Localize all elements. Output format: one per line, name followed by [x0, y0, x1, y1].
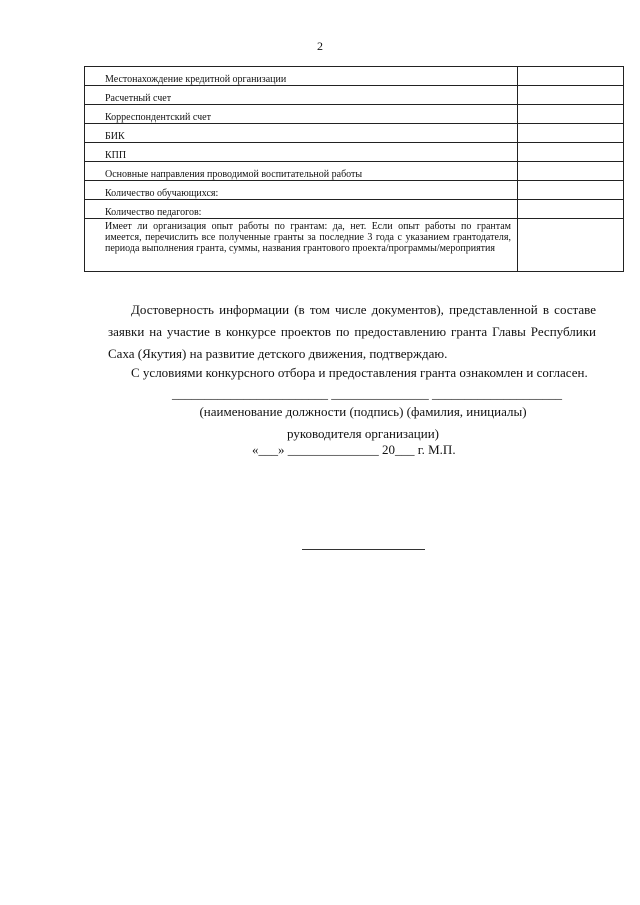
row-label: Количество обучающихся:: [85, 181, 518, 200]
signature-lines: ________________________ _______________ ____________________: [172, 386, 562, 401]
row-label: Количество педагогов:: [85, 200, 518, 219]
row-label: Основные направления проводимой воспитательной работы: [85, 162, 518, 181]
signature-caption: (наименование должности (подпись) (фамилия, инициалы): [199, 404, 527, 419]
table-row: [85, 105, 624, 124]
row-label: Расчетный счет: [85, 86, 518, 105]
row-label: Корреспондентский счет: [85, 105, 518, 124]
organization-info-table: [84, 66, 624, 272]
row-value-cell[interactable]: [518, 143, 624, 162]
table-row: [85, 124, 624, 143]
row-label: Местонахождение кредитной организации: [85, 67, 518, 86]
page-number: 2: [317, 39, 323, 53]
confirmation-paragraph: Достоверность информации (в том числе документов), представленной в составе заявки на участие в конкурсе проектов по предоставлению гранта Главы Республики Саха (Якутия) на развитие детского движения, подтверждаю.: [108, 302, 596, 361]
date-stamp-line: «___» ______________ 20___ г. М.П.: [252, 442, 456, 457]
row-label: Имеет ли организация опыт работы по грантам: да, нет. Если опыт работы по грантам имеется, перечислить все полученные гранты за последние 3 года с указанием грантодателя, периода выполнения гранта, суммы, названия грантового проекта/программы/мероприятия: [85, 219, 518, 272]
row-value-cell[interactable]: [518, 124, 624, 143]
signature-caption-continued: руководителя организации): [286, 426, 440, 441]
table-row: [85, 86, 624, 105]
row-value-cell[interactable]: [518, 105, 624, 124]
closing-rule: [302, 549, 425, 550]
row-value-cell[interactable]: [518, 200, 624, 219]
table-row: [85, 143, 624, 162]
table-row: [85, 219, 624, 272]
agreement-paragraph: С условиями конкурсного отбора и предоставления гранта ознакомлен и согласен.: [131, 365, 588, 380]
row-value-cell[interactable]: [518, 181, 624, 200]
row-value-cell[interactable]: [518, 162, 624, 181]
row-value-cell[interactable]: [518, 67, 624, 86]
row-label: БИК: [85, 124, 518, 143]
table-row: [85, 200, 624, 219]
table-row: [85, 162, 624, 181]
table-row: [85, 181, 624, 200]
row-value-cell[interactable]: [518, 86, 624, 105]
row-label: КПП: [85, 143, 518, 162]
row-value-cell[interactable]: [518, 219, 624, 272]
table-row: [85, 67, 624, 86]
